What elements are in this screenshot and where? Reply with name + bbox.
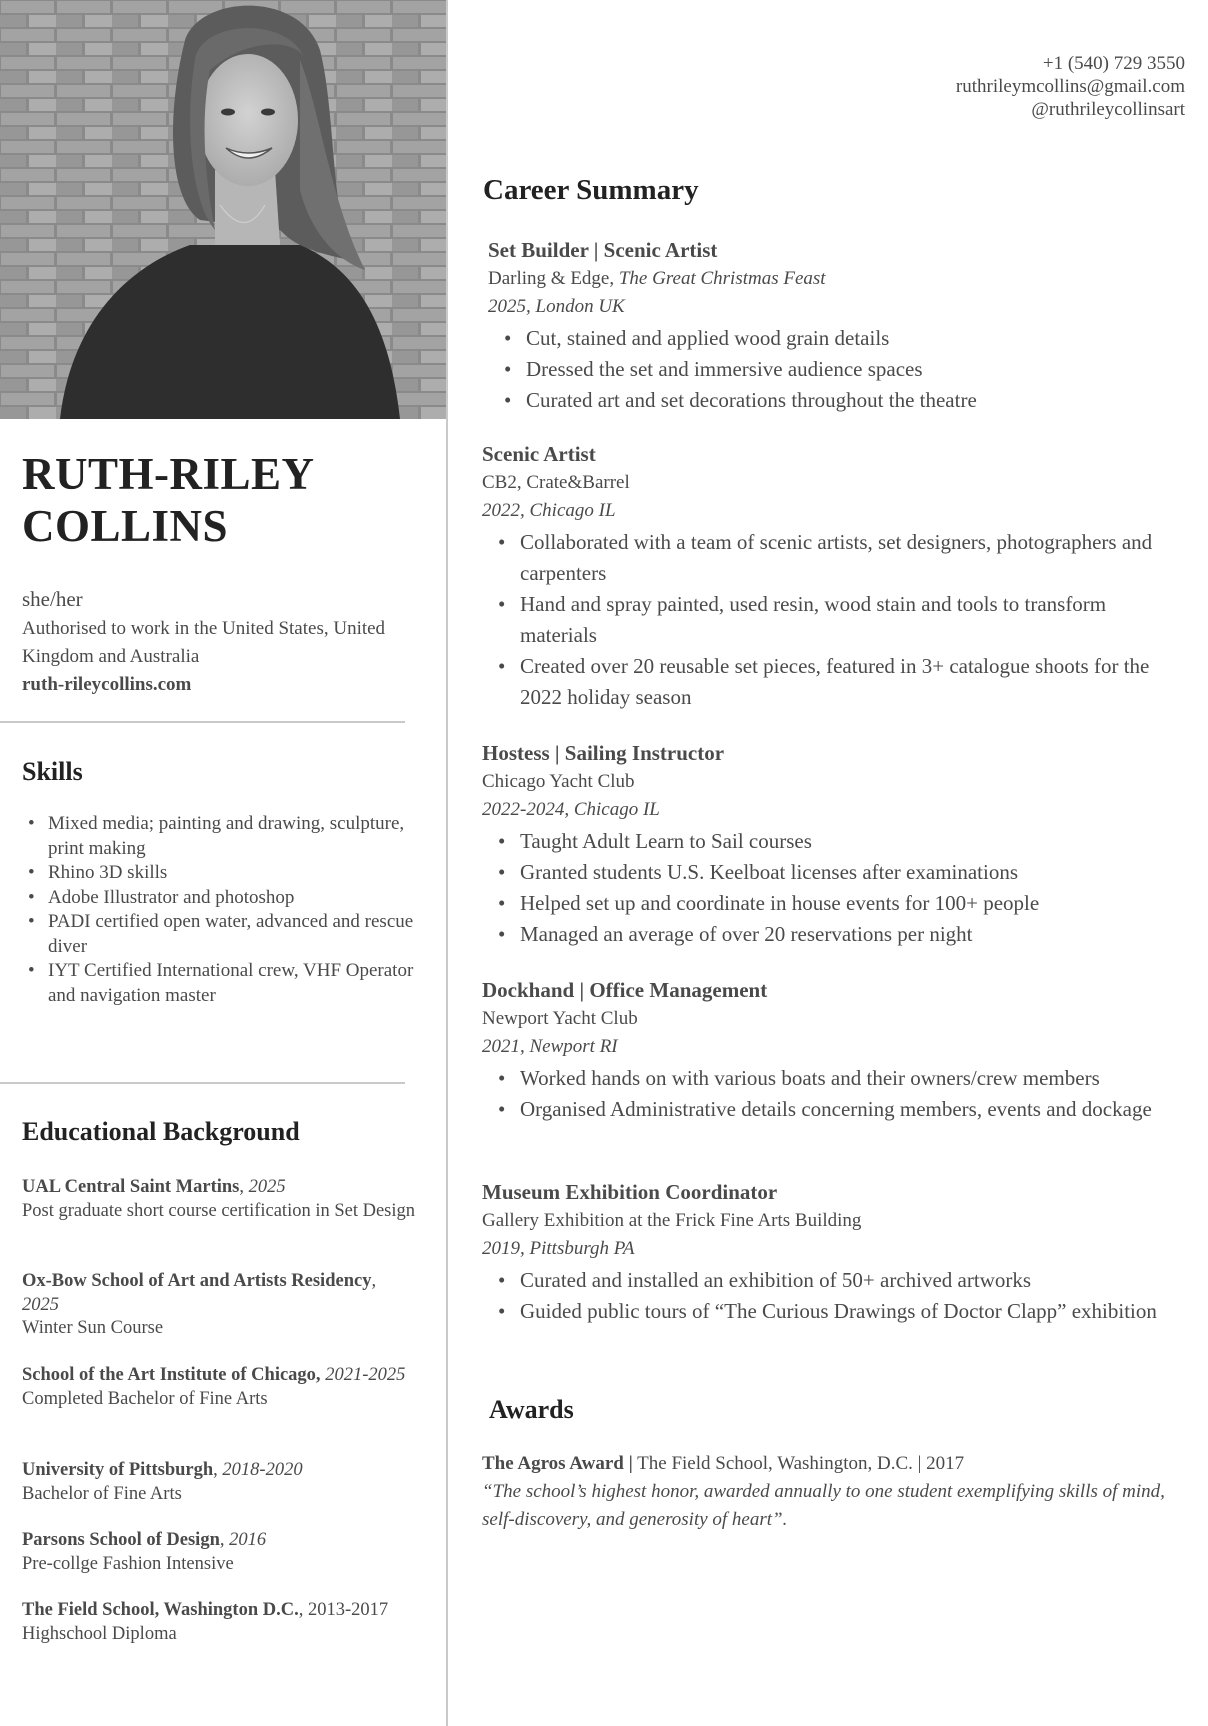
contact-block (956, 52, 1185, 121)
award-detail: The Field School, Washington, D.C. | 2017 (632, 1453, 965, 1474)
skills-heading: Skills (22, 757, 83, 786)
profile-photo (0, 0, 446, 419)
school-detail: Bachelor of Fine Arts (22, 1483, 182, 1504)
job-date-location: 2022, Chicago IL (482, 500, 616, 521)
job-company: CB2, Crate&Barrel (482, 472, 630, 493)
list-item: • Cut, stained and applied wood grain details (488, 323, 1188, 354)
school-years: 2013-2017 (307, 1600, 389, 1620)
job-project: The Great Christmas Feast (618, 268, 826, 289)
education-entry (22, 1364, 417, 1411)
list-item: • PADI certified open water, advanced and rescue diver (22, 910, 422, 959)
list-item: • Collaborated with a team of scenic artists, set designers, photographers and carpenters (482, 527, 1182, 589)
job-date-location: 2019, Pittsburgh PA (482, 1238, 635, 1259)
list-item: • Hand and spray painted, used resin, wood stain and tools to transform materials (482, 589, 1182, 651)
school-name: Ox-Bow School of Art and Artists Residency (22, 1271, 372, 1291)
phone-number[interactable]: +1 (540) 729 3550 (1042, 53, 1185, 74)
job-title: Dockhand | Office Management (482, 978, 768, 1002)
job-entry (482, 975, 1182, 1125)
job-date-location: 2021, Newport RI (482, 1036, 618, 1057)
column-divider (446, 0, 448, 1726)
school-years: 2025 (22, 1294, 59, 1315)
work-authorization: Authorised to work in the United States, United Kingdom and Australia (22, 618, 386, 667)
list-item: • Guided public tours of “The Curious Drawings of Doctor Clapp” exhibition (482, 1296, 1182, 1327)
candidate-name (22, 448, 315, 552)
job-entry (482, 738, 1182, 950)
pronouns: she/her (22, 587, 83, 611)
education-entry: Ox-Bow School of Art and Artists Residency, 2025 Winter Sun Course (22, 1271, 377, 1338)
job-bullets (482, 1063, 1182, 1125)
first-name: RUTH-RILEY (22, 449, 315, 499)
school-detail: Post graduate short course certification in Set Design (22, 1200, 416, 1221)
list-item: • Taught Adult Learn to Sail courses (482, 826, 1182, 857)
list-item: • Managed an average of over 20 reservations per night (482, 919, 1182, 950)
education-entry: Parsons School of Design, 2016 Pre-collge Fashion Intensive (22, 1530, 267, 1574)
job-entry (482, 1177, 1182, 1327)
list-item: • Granted students U.S. Keelboat licenses after examinations (482, 857, 1182, 888)
job-title: Hostess | Sailing Instructor (482, 741, 725, 765)
job-bullets (488, 323, 1188, 416)
career-summary-heading: Career Summary (483, 174, 699, 206)
job-company: Chicago Yacht Club (482, 771, 635, 792)
education-heading: Educational Background (22, 1117, 300, 1146)
list-item: • Helped set up and coordinate in house events for 100+ people (482, 888, 1182, 919)
job-company: Darling & Edge, The Great Christmas Feast (488, 268, 826, 289)
school-years: 2018-2020 (222, 1460, 303, 1480)
awards-heading: Awards (489, 1395, 574, 1424)
last-name: COLLINS (22, 501, 229, 551)
list-item: • Adobe Illustrator and photoshop (22, 886, 422, 911)
school-name: UAL Central Saint Martins (22, 1177, 240, 1197)
job-bullets (482, 527, 1182, 713)
left-column (0, 0, 446, 1726)
education-entry: University of Pittsburgh, 2018-2020 Bachelor of Fine Arts (22, 1460, 303, 1504)
school-name: School of the Art Institute of Chicago, (22, 1365, 321, 1385)
list-item: • Worked hands on with various boats and their owners/crew members (482, 1063, 1182, 1094)
job-date-location: 2025, London UK (488, 296, 625, 317)
school-years: 2021-2025 (325, 1365, 406, 1385)
job-title: Museum Exhibition Coordinator (482, 1180, 778, 1204)
education-entry: The Field School, Washington D.C., 2013-2017 Highschool Diploma (22, 1600, 389, 1644)
divider (0, 1082, 405, 1084)
social-handle[interactable]: @ruthrileycollinsart (1031, 99, 1185, 120)
list-item: • Dressed the set and immersive audience spaces (488, 354, 1188, 385)
list-item: • Created over 20 reusable set pieces, featured in 3+ catalogue shoots for the 2022 holiday season (482, 651, 1182, 713)
school-detail: Highschool Diploma (22, 1623, 177, 1644)
school-name: Parsons School of Design (22, 1530, 220, 1550)
list-item: • Rhino 3D skills (22, 861, 422, 886)
school-name: University of Pittsburgh (22, 1460, 214, 1480)
job-entry (482, 439, 1182, 713)
list-item: • IYT Certified International crew, VHF Operator and navigation master (22, 959, 422, 1008)
job-company: Newport Yacht Club (482, 1008, 638, 1029)
education-entry: UAL Central Saint Martins, 2025 Post graduate short course certification in Set Design (22, 1177, 416, 1221)
school-years: 2025 (248, 1177, 286, 1197)
divider (0, 721, 405, 723)
award-name: The Agros Award | (482, 1453, 633, 1474)
school-detail: Pre-collge Fashion Intensive (22, 1553, 234, 1574)
award-entry (482, 1450, 1182, 1534)
job-entry (488, 235, 1188, 416)
list-item: • Mixed media; painting and drawing, sculpture, print making (22, 812, 422, 861)
school-detail: Winter Sun Course (22, 1318, 164, 1338)
job-date-location: 2022-2024, Chicago IL (482, 799, 660, 820)
list-item: • Organised Administrative details concerning members, events and dockage (482, 1094, 1182, 1125)
job-title: Set Builder | Scenic Artist (488, 238, 718, 262)
list-item: • Curated art and set decorations throughout the theatre (488, 385, 1188, 416)
award-quote: “The school’s highest honor, awarded annually to one student exemplifying skills of mind, self-discovery, and generosity of heart”. (482, 1481, 1165, 1530)
email-address[interactable]: ruthrileymcollins@gmail.com (955, 76, 1185, 97)
website-link[interactable]: ruth-rileycollins.com (22, 674, 192, 695)
job-bullets (482, 826, 1182, 950)
list-item: • Curated and installed an exhibition of 50+ archived artworks (482, 1265, 1182, 1296)
skills-list (22, 812, 422, 1008)
job-bullets (482, 1265, 1182, 1327)
school-years: 2016 (229, 1530, 267, 1550)
job-company: Gallery Exhibition at the Frick Fine Arts Building (482, 1210, 862, 1231)
school-detail: Completed Bachelor of Fine Arts (22, 1388, 268, 1409)
job-title: Scenic Artist (482, 442, 596, 466)
school-name: The Field School, Washington D.C. (22, 1600, 299, 1620)
